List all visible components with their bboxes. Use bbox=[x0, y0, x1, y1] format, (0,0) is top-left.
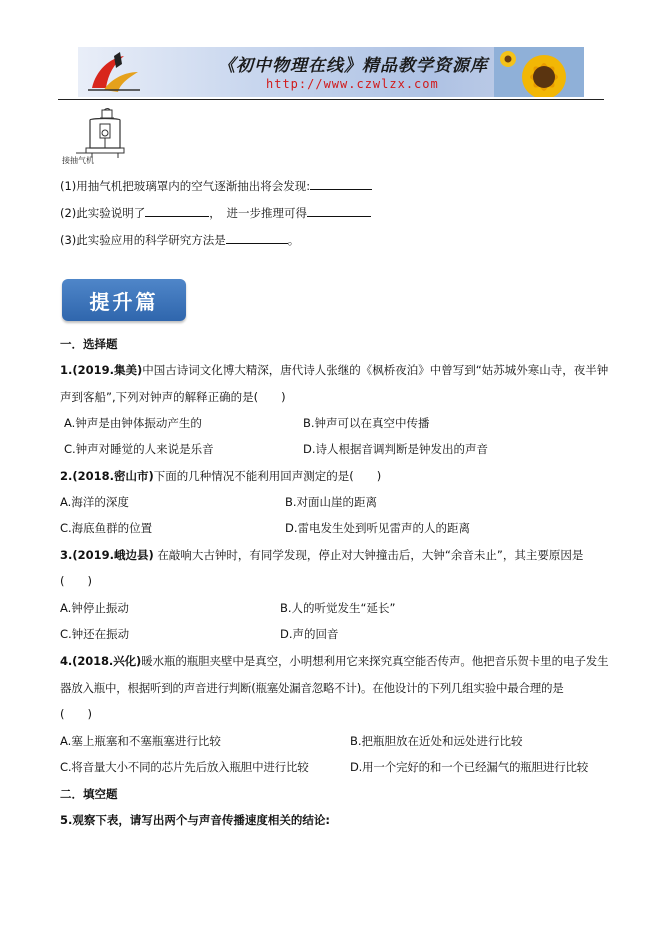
site-logo bbox=[84, 50, 144, 94]
question-1-line-1 bbox=[60, 362, 608, 378]
q4-option-d[interactable]: D.用一个完好的和一个已经漏气的瓶胆进行比较 bbox=[350, 760, 589, 774]
answer-blank[interactable] bbox=[310, 177, 372, 190]
q1-option-b[interactable]: B.钟声可以在真空中传播 bbox=[303, 416, 430, 430]
question-text: 进一步推理可得 bbox=[226, 206, 308, 220]
section-heading-fill: 二．填空题 bbox=[60, 787, 118, 801]
q1-option-d[interactable]: D.诗人根据音调判断是钟发出的声音 bbox=[303, 442, 489, 456]
question-2 bbox=[60, 468, 381, 484]
answer-blank[interactable] bbox=[226, 231, 288, 244]
q2-option-a[interactable]: A.海洋的深度 bbox=[60, 495, 129, 509]
question-1-line-2: 声到客船”,下列对钟声的解释正确的是( ) bbox=[60, 390, 286, 404]
header-banner bbox=[78, 47, 584, 97]
question-text: 暖水瓶的瓶胆夹壁中是真空，小明想利用它来探究真空能否传声。他把音乐贺卡里的电子发生 bbox=[141, 654, 609, 668]
bell-jar-figure bbox=[62, 106, 126, 164]
q1-option-c[interactable]: C.钟声对睡觉的人来说是乐音 bbox=[64, 442, 214, 456]
question-source: 3.(2019.峨边县) bbox=[60, 548, 154, 562]
q4-option-c[interactable]: C.将音量大小不同的芯片先后放入瓶胆中进行比较 bbox=[60, 760, 309, 774]
question-3-line-2: ( ) bbox=[60, 574, 92, 588]
answer-blank[interactable] bbox=[307, 204, 371, 217]
question-source: 4.(2018.兴化) bbox=[60, 654, 142, 668]
experiment-question-2: (2)此实验说明了 ， 进一步推理可得 bbox=[60, 204, 371, 221]
question-text: (1)用抽气机把玻璃罩内的空气逐渐抽出将会发现: bbox=[60, 179, 311, 193]
question-text: 下面的几种情况不能利用回声测定的是( ) bbox=[153, 469, 382, 483]
question-text: 中国古诗词文化博大精深，唐代诗人张继的《枫桥夜泊》中曾写到“姑苏城外寒山寺，夜半钟 bbox=[142, 363, 609, 377]
question-text: (3)此实验应用的科学研究方法是 bbox=[60, 233, 226, 247]
question-source: 2.(2018.密山市) bbox=[60, 469, 154, 483]
q3-option-a[interactable]: A.钟停止振动 bbox=[60, 601, 129, 615]
question-5: 5.观察下表，请写出两个与声音传播速度相关的结论: bbox=[60, 813, 330, 827]
answer-blank[interactable] bbox=[145, 204, 209, 217]
q2-option-b[interactable]: B.对面山崖的距离 bbox=[285, 495, 378, 509]
q3-option-d[interactable]: D.声的回音 bbox=[280, 627, 339, 641]
q3-option-c[interactable]: C.钟还在振动 bbox=[60, 627, 130, 641]
header-divider bbox=[58, 99, 604, 100]
banner-url[interactable]: http://www.czwlzx.com bbox=[266, 77, 439, 91]
banner-title: 《初中物理在线》精品教学资源库 bbox=[218, 56, 488, 76]
question-text: (2)此实验说明了 bbox=[60, 206, 146, 220]
question-4-line-1 bbox=[60, 653, 609, 669]
sunflower-image bbox=[494, 47, 584, 97]
question-3-line-1 bbox=[60, 547, 583, 563]
q2-option-d[interactable]: D.雷电发生处到听见雷声的人的距离 bbox=[285, 521, 471, 535]
question-4-line-3: ( ) bbox=[60, 707, 92, 721]
question-4-line-2: 器放入瓶中，根据听到的声音进行判断(瓶塞处漏音忽略不计)。在他设计的下列几组实验中最合理的是 bbox=[60, 681, 564, 695]
q3-option-b[interactable]: B.人的听觉发生“延长” bbox=[280, 601, 396, 615]
experiment-question-1 bbox=[60, 177, 372, 194]
section-badge: 提升篇 bbox=[62, 279, 186, 321]
question-text: 在敲响大古钟时，有同学发现，停止对大钟撞击后，大钟“余音未止”，其主要原因是 bbox=[153, 548, 584, 562]
figure-label: 接抽气机 bbox=[62, 156, 94, 164]
experiment-question-3: (3)此实验应用的科学研究方法是 。 bbox=[60, 233, 300, 247]
q4-option-a[interactable]: A.塞上瓶塞和不塞瓶塞进行比较 bbox=[60, 734, 221, 748]
question-source: 1.(2019.集美) bbox=[60, 363, 143, 377]
q1-option-a[interactable]: A.钟声是由钟体振动产生的 bbox=[64, 416, 202, 430]
section-heading-choice: 一．选择题 bbox=[60, 337, 118, 351]
q4-option-b[interactable]: B.把瓶胆放在近处和远处进行比较 bbox=[350, 734, 523, 748]
q2-option-c[interactable]: C.海底鱼群的位置 bbox=[60, 521, 153, 535]
